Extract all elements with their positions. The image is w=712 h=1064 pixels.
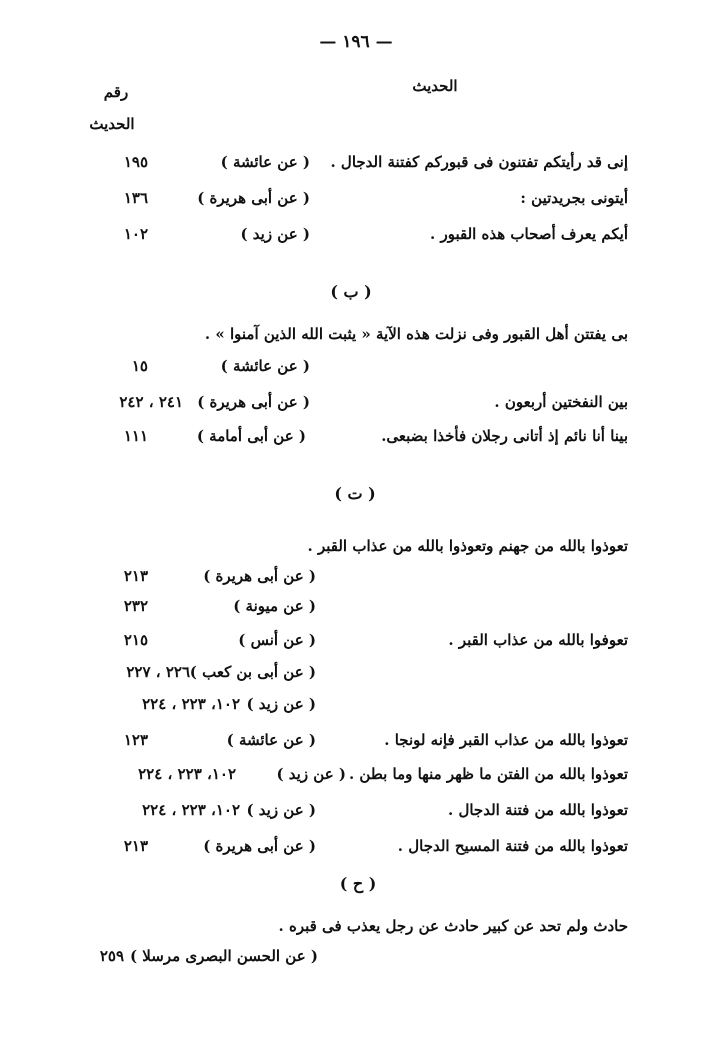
hadith-text: تعوذوا بالله من جهنم وتعوذوا بالله من عذاب القبر . <box>307 537 628 555</box>
column-header-number-line2: الحديث <box>89 115 135 133</box>
hadith-narrator: ( عن أبى هريرة ) <box>203 567 316 585</box>
hadith-text: حادث ولم تحد عن كبير حادث عن رجل يعذب فى قبره . <box>278 917 628 935</box>
hadith-number: ١٠٢ <box>123 225 148 243</box>
page-number: — ١٩٦ — <box>319 32 393 52</box>
hadith-text: تعوذوا بالله من فتنة الدجال . <box>448 801 628 819</box>
hadith-text: تعوذوا بالله من عذاب القبر فإنه لونجا . <box>384 731 628 749</box>
hadith-narrator: ( عن أبى هريرة ) <box>203 837 316 855</box>
hadith-number: ١٠٢، ٢٢٣ ، ٢٢٤ <box>142 695 240 713</box>
hadith-number: ١٠٢، ٢٢٣ ، ٢٢٤ <box>138 765 236 783</box>
hadith-narrator: ( عن ميونة ) <box>233 597 316 615</box>
column-header-number-line1: رقم <box>103 83 129 101</box>
section-heading: ( ح ) <box>339 874 377 893</box>
hadith-text: بى يفتتن أهل القبور وفى نزلت هذه الآية « يثبت الله الذين آمنوا » . <box>204 325 628 343</box>
hadith-number: ٢١٣ <box>123 837 148 855</box>
hadith-text: بين النفختين أربعون . <box>494 393 628 411</box>
hadith-narrator: ( عن عائشة ) <box>226 731 316 749</box>
hadith-text: بينا أنا نائم إذ أتانى رجلان فأخذا بضبعى. <box>381 427 628 445</box>
hadith-text: تعوذوا بالله من الفتن ما ظهر منها وما بطن . <box>348 765 628 783</box>
hadith-narrator: ( عن الحسن البصرى مرسلا ) <box>129 947 318 965</box>
column-header-hadith: الحديث <box>412 77 458 95</box>
hadith-number: ٢١٣ <box>123 567 148 585</box>
hadith-number: ٢٣٢ <box>123 597 148 615</box>
hadith-number: ٢١٥ <box>123 631 148 649</box>
hadith-narrator: ( عن أنس ) <box>238 631 316 649</box>
hadith-narrator: ( عن زيد ) <box>276 765 346 783</box>
hadith-text: تعوذوا بالله من فتنة المسيح الدجال . <box>397 837 628 855</box>
hadith-text: إنى قد رأيتكم تفتنون فى قبوركم كفتنة الدجال . <box>330 153 628 171</box>
hadith-narrator: ( عن زيد ) <box>246 695 316 713</box>
hadith-narrator: ( عن أبى هريرة ) <box>197 189 310 207</box>
hadith-narrator: ( عن أبى هريرة ) <box>197 393 310 411</box>
hadith-narrator: ( عن عائشة ) <box>220 153 310 171</box>
hadith-text: أيتونى بجريدتين : <box>520 189 628 207</box>
section-heading: ( ب ) <box>330 282 372 301</box>
hadith-number: ١٢٣ <box>123 731 148 749</box>
section-heading: ( ت ) <box>334 484 376 503</box>
hadith-narrator: ( عن أبى أمامة ) <box>196 427 306 445</box>
hadith-narrator: ( عن زيد ) <box>246 801 316 819</box>
hadith-number: ١٠٢، ٢٢٣ ، ٢٢٤ <box>142 801 240 819</box>
hadith-narrator: ( عن أبى بن كعب ) <box>189 663 316 681</box>
hadith-number: ١٣٦ <box>123 189 148 207</box>
hadith-number: ٢٥٩ <box>99 947 124 965</box>
hadith-narrator: ( عن زيد ) <box>240 225 310 243</box>
hadith-text: أيكم يعرف أصحاب هذه القبور . <box>430 225 628 243</box>
hadith-text: تعوفوا بالله من عذاب القبر . <box>448 631 628 649</box>
hadith-number: ٢٤١ ، ٢٤٢ <box>119 393 183 411</box>
hadith-number: ١٥ <box>131 357 148 375</box>
hadith-narrator: ( عن عائشة ) <box>220 357 310 375</box>
hadith-number: ٢٢٦ ، ٢٢٧ <box>126 663 190 681</box>
hadith-number: ١٩٥ <box>123 153 148 171</box>
hadith-number: ١١١ <box>123 427 148 445</box>
